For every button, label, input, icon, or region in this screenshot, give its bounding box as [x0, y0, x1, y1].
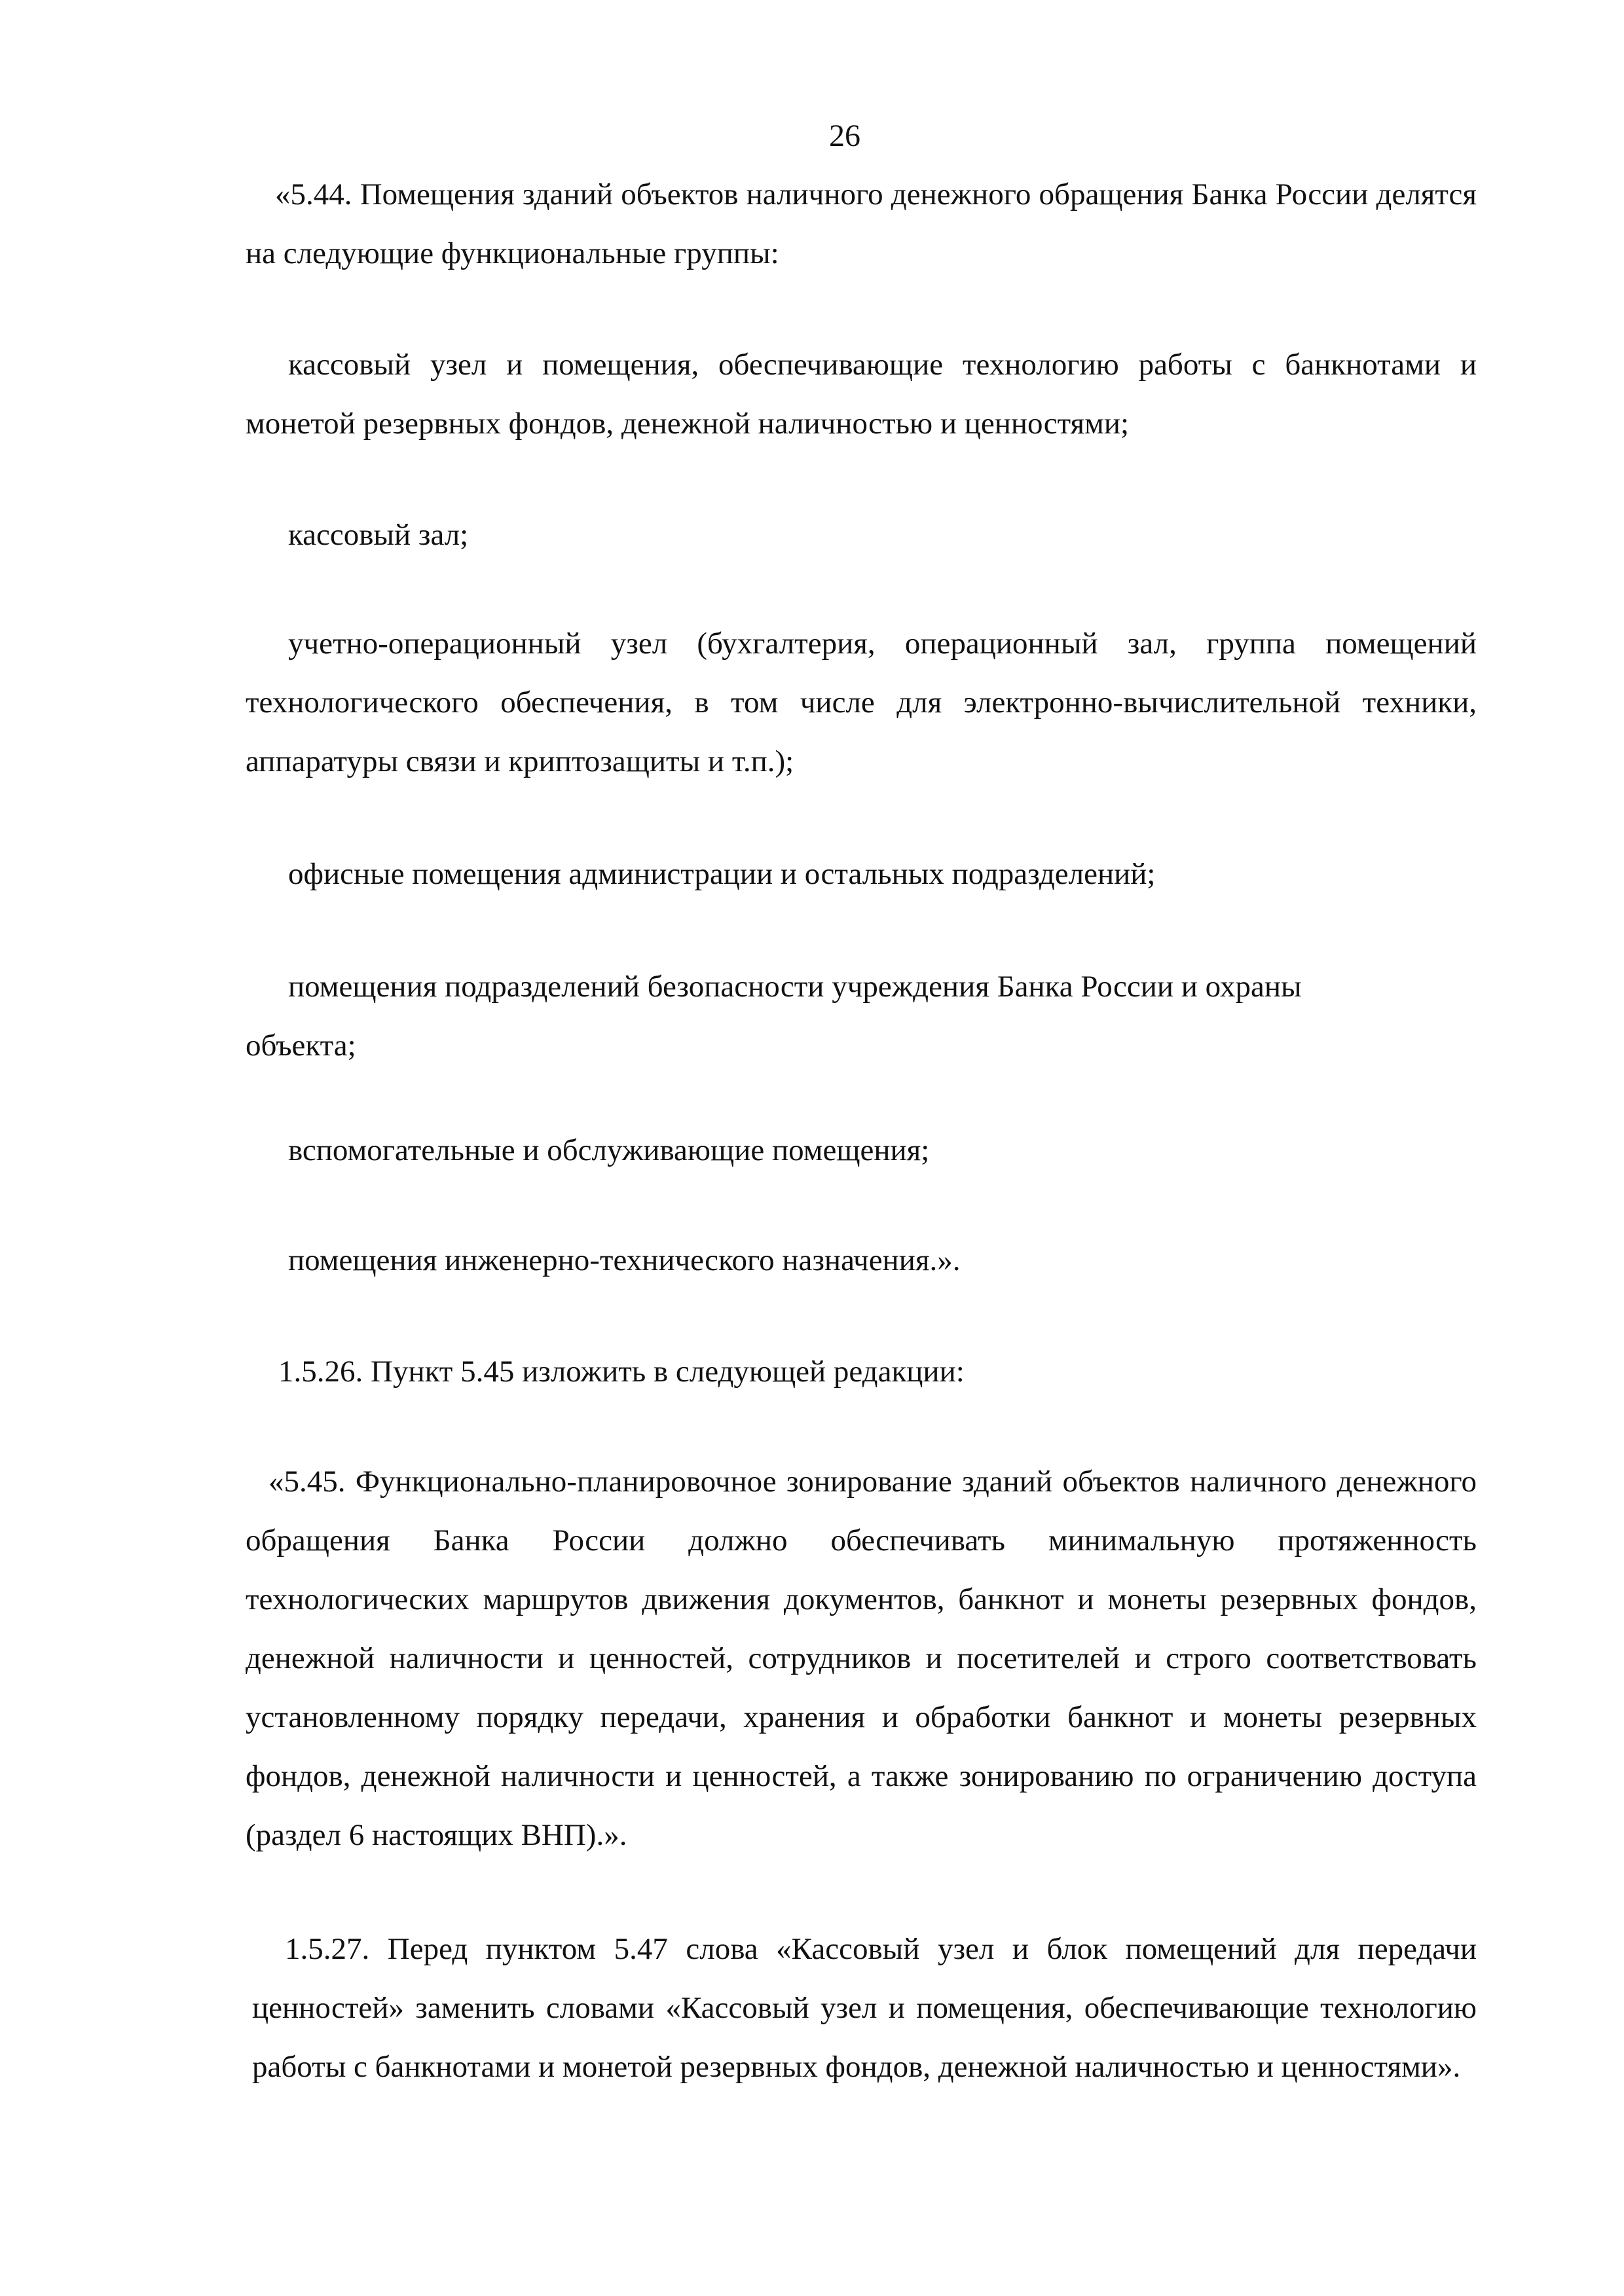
list-item-cash-unit: кассовый узел и помещения, обеспечивающие технологию работы с банкнотами и монетой резервных фондов, денежной наличностью и ценностями; — [246, 348, 1477, 441]
list-item-cash-hall: кассовый зал; — [288, 518, 469, 552]
list-item-security-rooms: помещения подразделений безопасности учреждения Банка России и охраны объекта; — [246, 970, 1302, 1063]
list-item-engineering-rooms: помещения инженерно-технического назначения.». — [288, 1243, 961, 1277]
paragraph-5-44: «5.44. Помещения зданий объектов наличного денежного обращения Банка России делятся на следующие функциональные группы: — [246, 177, 1477, 270]
paragraph-1-5-27: 1.5.27. Перед пунктом 5.47 слова «Кассовый узел и блок помещений для передачи ценностей» заменить словами «Кассовый узел и помещения, обеспечивающие технологию работы с банкнотами и монетой резервных фондов, денежной наличностью и ценностями». — [252, 1932, 1477, 2084]
list-item-accounting-unit: учетно-операционный узел (бухгалтерия, операционный зал, группа помещений технологического обеспечения, в том числе для электронно-вычислительной техники, аппаратуры связи и криптозащиты и т.п.); — [246, 627, 1477, 778]
list-item-office-rooms: офисные помещения администрации и остальных подразделений; — [288, 857, 1156, 891]
list-item-auxiliary-rooms: вспомогательные и обслуживающие помещения; — [288, 1133, 930, 1167]
paragraph-5-45: «5.45. Функционально-планировочное зонирование зданий объектов наличного денежного обращения Банка России должно обеспечивать минимальную протяженность технологических маршрутов движения документов, банкнот и монеты резервных фондов, денежной наличности и ценностей, сотрудников и посетителей и строго соответствовать установленному порядку передачи, хранения и обработки банкнот и монеты резервных фондов, денежной наличности и ценностей, а также зонированию по ограничению доступа (раздел 6 настоящих ВНП).». — [246, 1465, 1477, 1852]
page-number: 26 — [829, 118, 860, 153]
paragraph-1-5-26: 1.5.26. Пункт 5.45 изложить в следующей редакции: — [278, 1355, 965, 1389]
